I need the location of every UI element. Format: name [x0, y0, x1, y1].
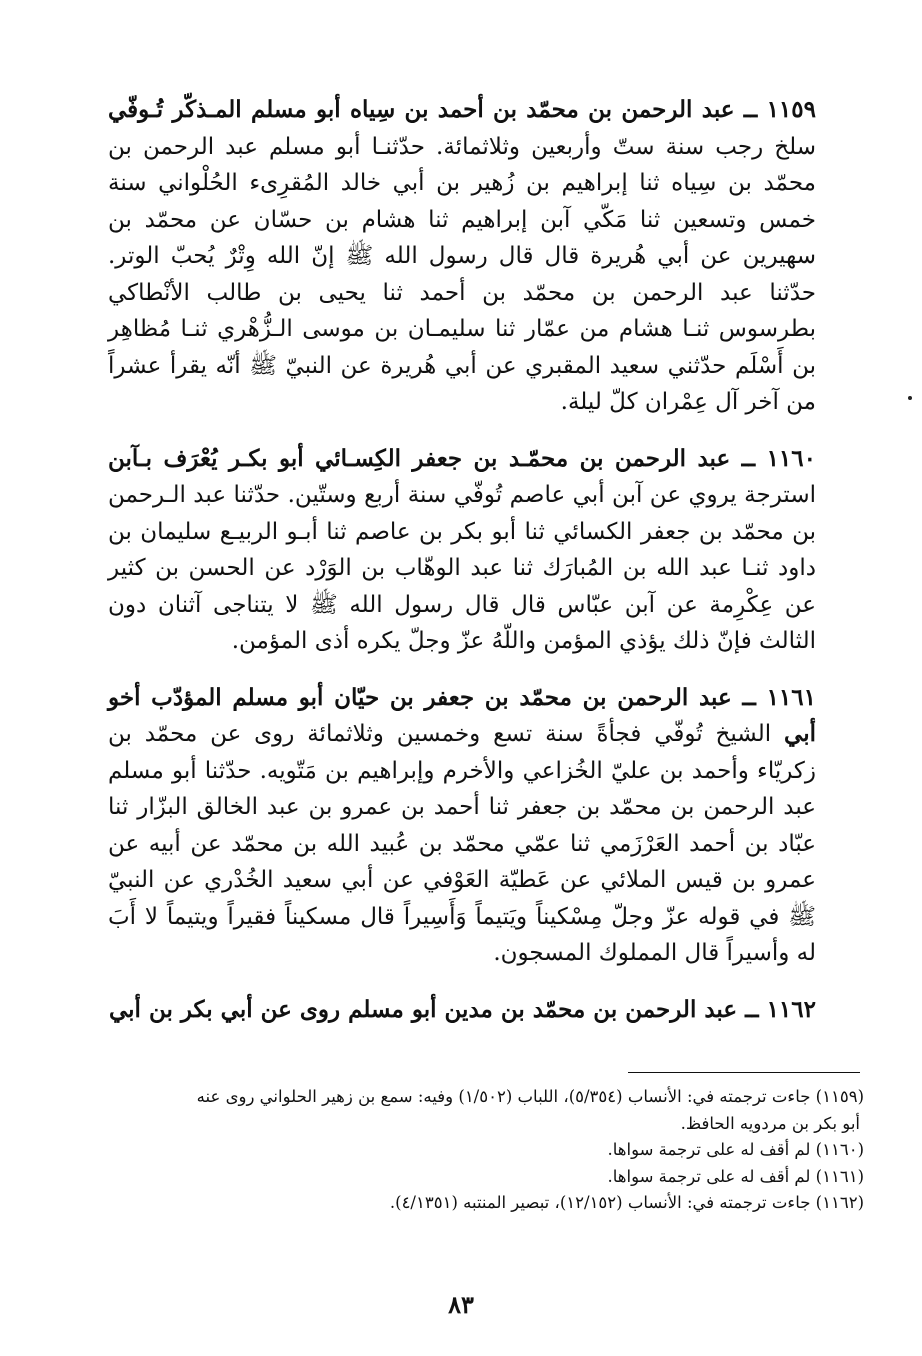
footnote-text: (١١٦٢) جاءت ترجمته في: الأنساب (١٢/١٥٢)، تبصير المنتبه (٤/١٣٥١). — [389, 1193, 864, 1212]
page-number: ٨٣ — [448, 1290, 474, 1319]
entry-heading: ١١٦٠ ــ عبد الرحمن بن محمّـد بن جعفر الكِسـائي أبو بكـر يُعْرَف بـآبن — [108, 444, 816, 472]
main-text — [108, 92, 816, 1028]
footnote-text: (١١٦٠) لم أقف له على ترجمة سواها. — [607, 1140, 864, 1159]
footnote-text: (١١٥٩) جاءت ترجمته في: الأنساب (٥/٣٥٤)، اللباب (١/٥٠٢) وفيه: سمع بن زهير الحلواني روى عنه — [196, 1087, 864, 1106]
entry-1159 — [108, 92, 816, 421]
footnote-1162 — [180, 1190, 864, 1217]
footnote-separator — [628, 1072, 860, 1073]
scan-speck — [908, 396, 912, 400]
footnote-continuation: أبو بكر بن مردويه الحافظ. — [680, 1113, 860, 1133]
footnote-1161 — [180, 1164, 864, 1191]
entry-body: سلخ رجب سنة ستّ وأربعين وثلاثمائة. حدّثنـا أبو مسلم عبد الرحمن بن محمّد بن سِياه ثنا إبراهيم بن زُهير بن أبي خالد المُقرِىء الحُلْواني سنة خمس وتسعين ثنا مَكّي آبن إبراهيم ثنا هشام بن حسّان عن محمّد بن سهيرين عن أبي هُريرة قال قال رسول الله ﷺ إنّ الله وِتْرٌ يُحبّ الوتر. حدّثنا عبد الرحمن بن محمّد بن أحمد ثنا يحيى بن طالب الأنْطاكي بطرسوس ثنـا هشام من عمّار ثنا سليمـان بن موسى الـزُّهْري ثنـا مُظاهِر بن أَسْلَم حدّثني سعيد المقبري عن أبي هُريرة عن النبيّ ﷺ أنّه يقرأ عشراً من آخر آل عِمْران كلّ ليلة. — [108, 133, 816, 415]
entry-1160 — [108, 441, 816, 660]
footnote-text: (١١٦١) لم أقف له على ترجمة سواها. — [607, 1166, 864, 1186]
footnotes — [180, 1084, 864, 1217]
entry-heading: ١١٦١ ــ عبد الرحمن بن محمّد بن جعفر بن حيّان أبو مسلم المؤدّب أخو أبي — [108, 683, 816, 747]
entry-heading: ١١٥٩ ــ عبد الرحمن بن محمّد بن أحمد بن سِياه أبو مسلم المـذكّر تُـوفّي — [108, 96, 816, 123]
entry-heading: ١١٦٢ ــ عبد الرحمن بن محمّد بن مدين أبو مسلم روى عن أبي بكر بن أبي — [108, 995, 816, 1023]
entry-1161 — [108, 680, 816, 972]
entry-body: الشيخ تُوفّي فجأةً سنة تسع وخمسين وثلاثمائة روى عن محمّد بن زكريّاء وأحمد بن عليّ الخُزاعي والأخرم وإبراهيم بن مَتّويه. حدّثنا أبو مسلم عبد الرحمن بن محمّد بن جعفر ثنا أحمد بن عمرو بن عبد الخالق البزّار ثنا عبّاد بن أحمد العَرْزَمي ثنا عمّي محمّد بن عُبيد الله بن محمّد عن أبيه عن عمرو بن قيس الملائي عن عَطيّة العَوْفي عن أبي سعيد الخُدْري عن النبيّ ﷺ في قوله عزّ وجلّ مِسْكيناً ويَتيماً وَأَسِيراً قال مسكيناً فقيراً ويتيماً لا أَبَ له وأسيراً قال المملوك المسجون. — [108, 721, 816, 966]
entry-body: استرجة يروي عن آبن أبي عاصم تُوفّي سنة أربع وستّين. حدّثنا عبد الـرحمن بن محمّد بن جعفر الكسائي ثنا أبو بكر بن عاصم ثنا أبـو الربيـع سليمان بن داود ثنـا عبد الله بن المُبارَك ثنا عبد الوهّاب بن الوَرْد عن الحسن بن كثير عن عِكْرِمة عن آبن عبّاس قال قال رسول الله ﷺ لا يتناجى آثنان دون الثالث فإنّ ذلك يؤذي المؤمن واللّهُ عزّ وجلّ يكره أذى المؤمن. — [108, 482, 816, 654]
footnote-1159 — [180, 1084, 864, 1137]
entry-1162 — [108, 992, 816, 1029]
footnote-1160 — [180, 1137, 864, 1164]
